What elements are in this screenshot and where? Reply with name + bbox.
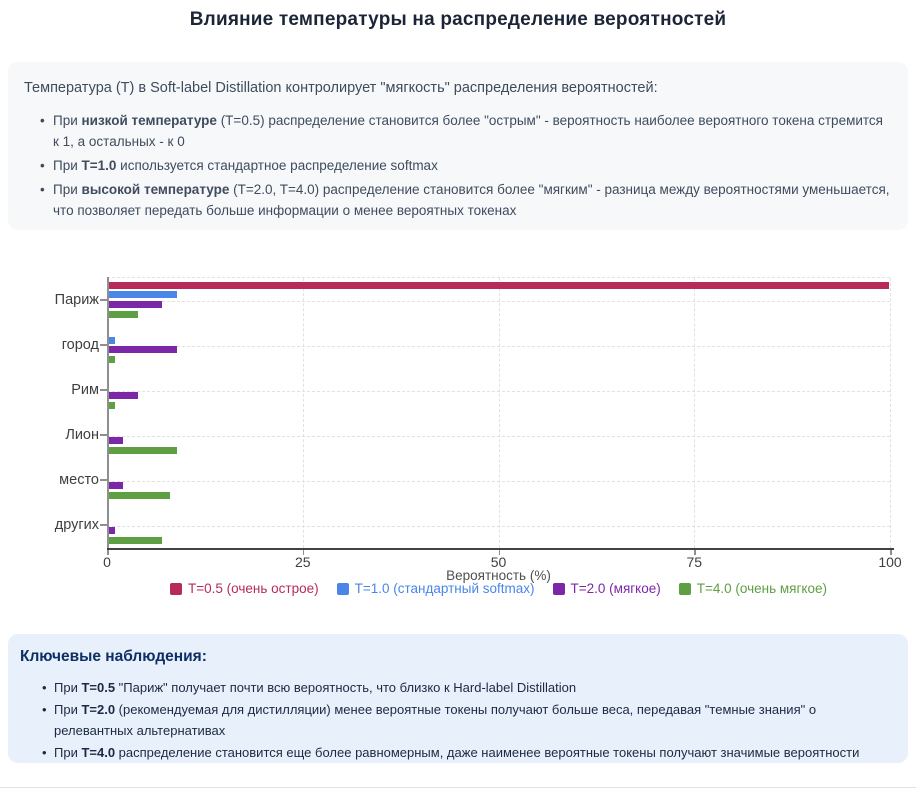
list-item xyxy=(13,677,894,698)
list-item xyxy=(24,179,890,221)
legend-item[interactable] xyxy=(679,581,827,596)
y-tick-label: Лион xyxy=(65,427,99,444)
plot-area xyxy=(107,277,890,548)
legend-swatch xyxy=(553,583,565,595)
bullet-pre: При xyxy=(53,113,82,128)
bar xyxy=(107,537,162,544)
observations-card xyxy=(8,634,908,763)
bar xyxy=(107,346,177,353)
bullet-pre: При xyxy=(54,745,82,760)
y-tick-label: Рим xyxy=(71,381,99,398)
bullet-bold: T=2.0 xyxy=(81,702,116,717)
gridline xyxy=(107,301,890,302)
gridline xyxy=(694,278,695,548)
bar xyxy=(107,482,123,489)
bullet-pre: При xyxy=(53,158,82,173)
bar xyxy=(107,291,177,298)
bar xyxy=(107,447,177,454)
intro-card xyxy=(8,62,908,230)
gridline xyxy=(890,278,891,548)
bullet-post: (T=0.5) распределение становится более "острым" - вероятность наиболее вероятного токена стремится к 1, а остальных - к 0 xyxy=(53,113,883,149)
legend-label: T=1.0 (стандартный softmax) xyxy=(354,581,535,596)
list-item xyxy=(24,110,890,152)
bullet-bold: T=4.0 xyxy=(81,745,116,760)
bullet-post: (T=2.0, T=4.0) распределение становится более "мягким" - разница между вероятностями уменьшается, что позволяет передать больше информации о менее вероятных токенах xyxy=(53,182,890,218)
legend-label: T=4.0 (очень мягкое) xyxy=(696,581,827,596)
gridline xyxy=(107,481,890,482)
bullet-bold: T=0.5 xyxy=(81,680,116,695)
x-tick-label: 50 xyxy=(490,554,507,570)
bar xyxy=(107,282,889,289)
x-tick-label: 100 xyxy=(878,554,902,570)
bar xyxy=(107,492,170,499)
legend-item[interactable] xyxy=(337,581,535,596)
gridline xyxy=(303,278,304,548)
bar xyxy=(107,437,123,444)
page-bottom-border xyxy=(0,787,916,788)
bullet-pre: При xyxy=(54,680,82,695)
x-axis-title: Вероятность (%) xyxy=(446,568,551,583)
y-tick xyxy=(100,479,107,481)
gridline xyxy=(107,526,890,527)
bullet-pre: При xyxy=(53,182,82,197)
intro-bullets xyxy=(24,110,890,221)
gridline xyxy=(107,436,890,437)
gridline xyxy=(107,391,890,392)
y-tick xyxy=(100,299,107,301)
x-tick-label: 75 xyxy=(686,554,703,570)
legend-item[interactable] xyxy=(170,581,319,596)
x-tick-label: 25 xyxy=(294,554,311,570)
y-tick-label: город xyxy=(61,336,99,353)
gridline xyxy=(107,346,890,347)
legend-label: T=2.0 (мягкое) xyxy=(570,581,661,596)
bullet-bold: высокой температуре xyxy=(81,182,230,197)
y-tick-label: место xyxy=(59,472,99,489)
bullet-bold: T=1.0 xyxy=(81,158,117,173)
y-tick-label: других xyxy=(54,517,99,534)
y-tick xyxy=(100,434,107,436)
y-tick-label: Париж xyxy=(54,291,99,308)
y-tick xyxy=(100,524,107,526)
legend-item[interactable] xyxy=(553,581,661,596)
legend-label: T=0.5 (очень острое) xyxy=(188,581,319,596)
gridline xyxy=(499,278,500,548)
list-item xyxy=(13,742,894,763)
bullet-pre: При xyxy=(54,702,82,717)
legend xyxy=(107,581,890,596)
bullet-post: "Париж" получает почти всю вероятность, что близко к Hard-label Distillation xyxy=(115,680,577,695)
bullet-post: распределение становится еще более равномерным, даже наименее вероятные токены получают значимые вероятности xyxy=(115,745,860,760)
legend-swatch xyxy=(337,583,349,595)
page-title: Влияние температуры на распределение вероятностей xyxy=(189,9,727,30)
y-tick xyxy=(100,389,107,391)
y-axis-line xyxy=(107,277,109,548)
bullet-bold: низкой температуре xyxy=(81,113,217,128)
legend-swatch xyxy=(679,583,691,595)
intro-lead: Температура (T) в Soft-label Distillation контролирует "мягкость" распределения вероятностей: xyxy=(24,80,658,96)
observations-bullets xyxy=(13,677,894,763)
y-tick xyxy=(100,344,107,346)
chart xyxy=(0,240,916,620)
bullet-post: (рекомендуемая для дистилляции) менее вероятные токены получают больше веса, передавая "темные знания" о релевантных альтернативах xyxy=(54,702,817,738)
list-item xyxy=(13,699,894,741)
bullet-post: используется стандартное распределение softmax xyxy=(116,158,438,173)
legend-swatch xyxy=(170,583,182,595)
x-axis-line xyxy=(107,548,894,550)
bar xyxy=(107,301,162,308)
bar xyxy=(107,392,138,399)
x-tick-label: 0 xyxy=(103,554,111,570)
observations-heading: Ключевые наблюдения: xyxy=(20,648,207,665)
bar xyxy=(107,311,138,318)
list-item xyxy=(24,155,890,176)
